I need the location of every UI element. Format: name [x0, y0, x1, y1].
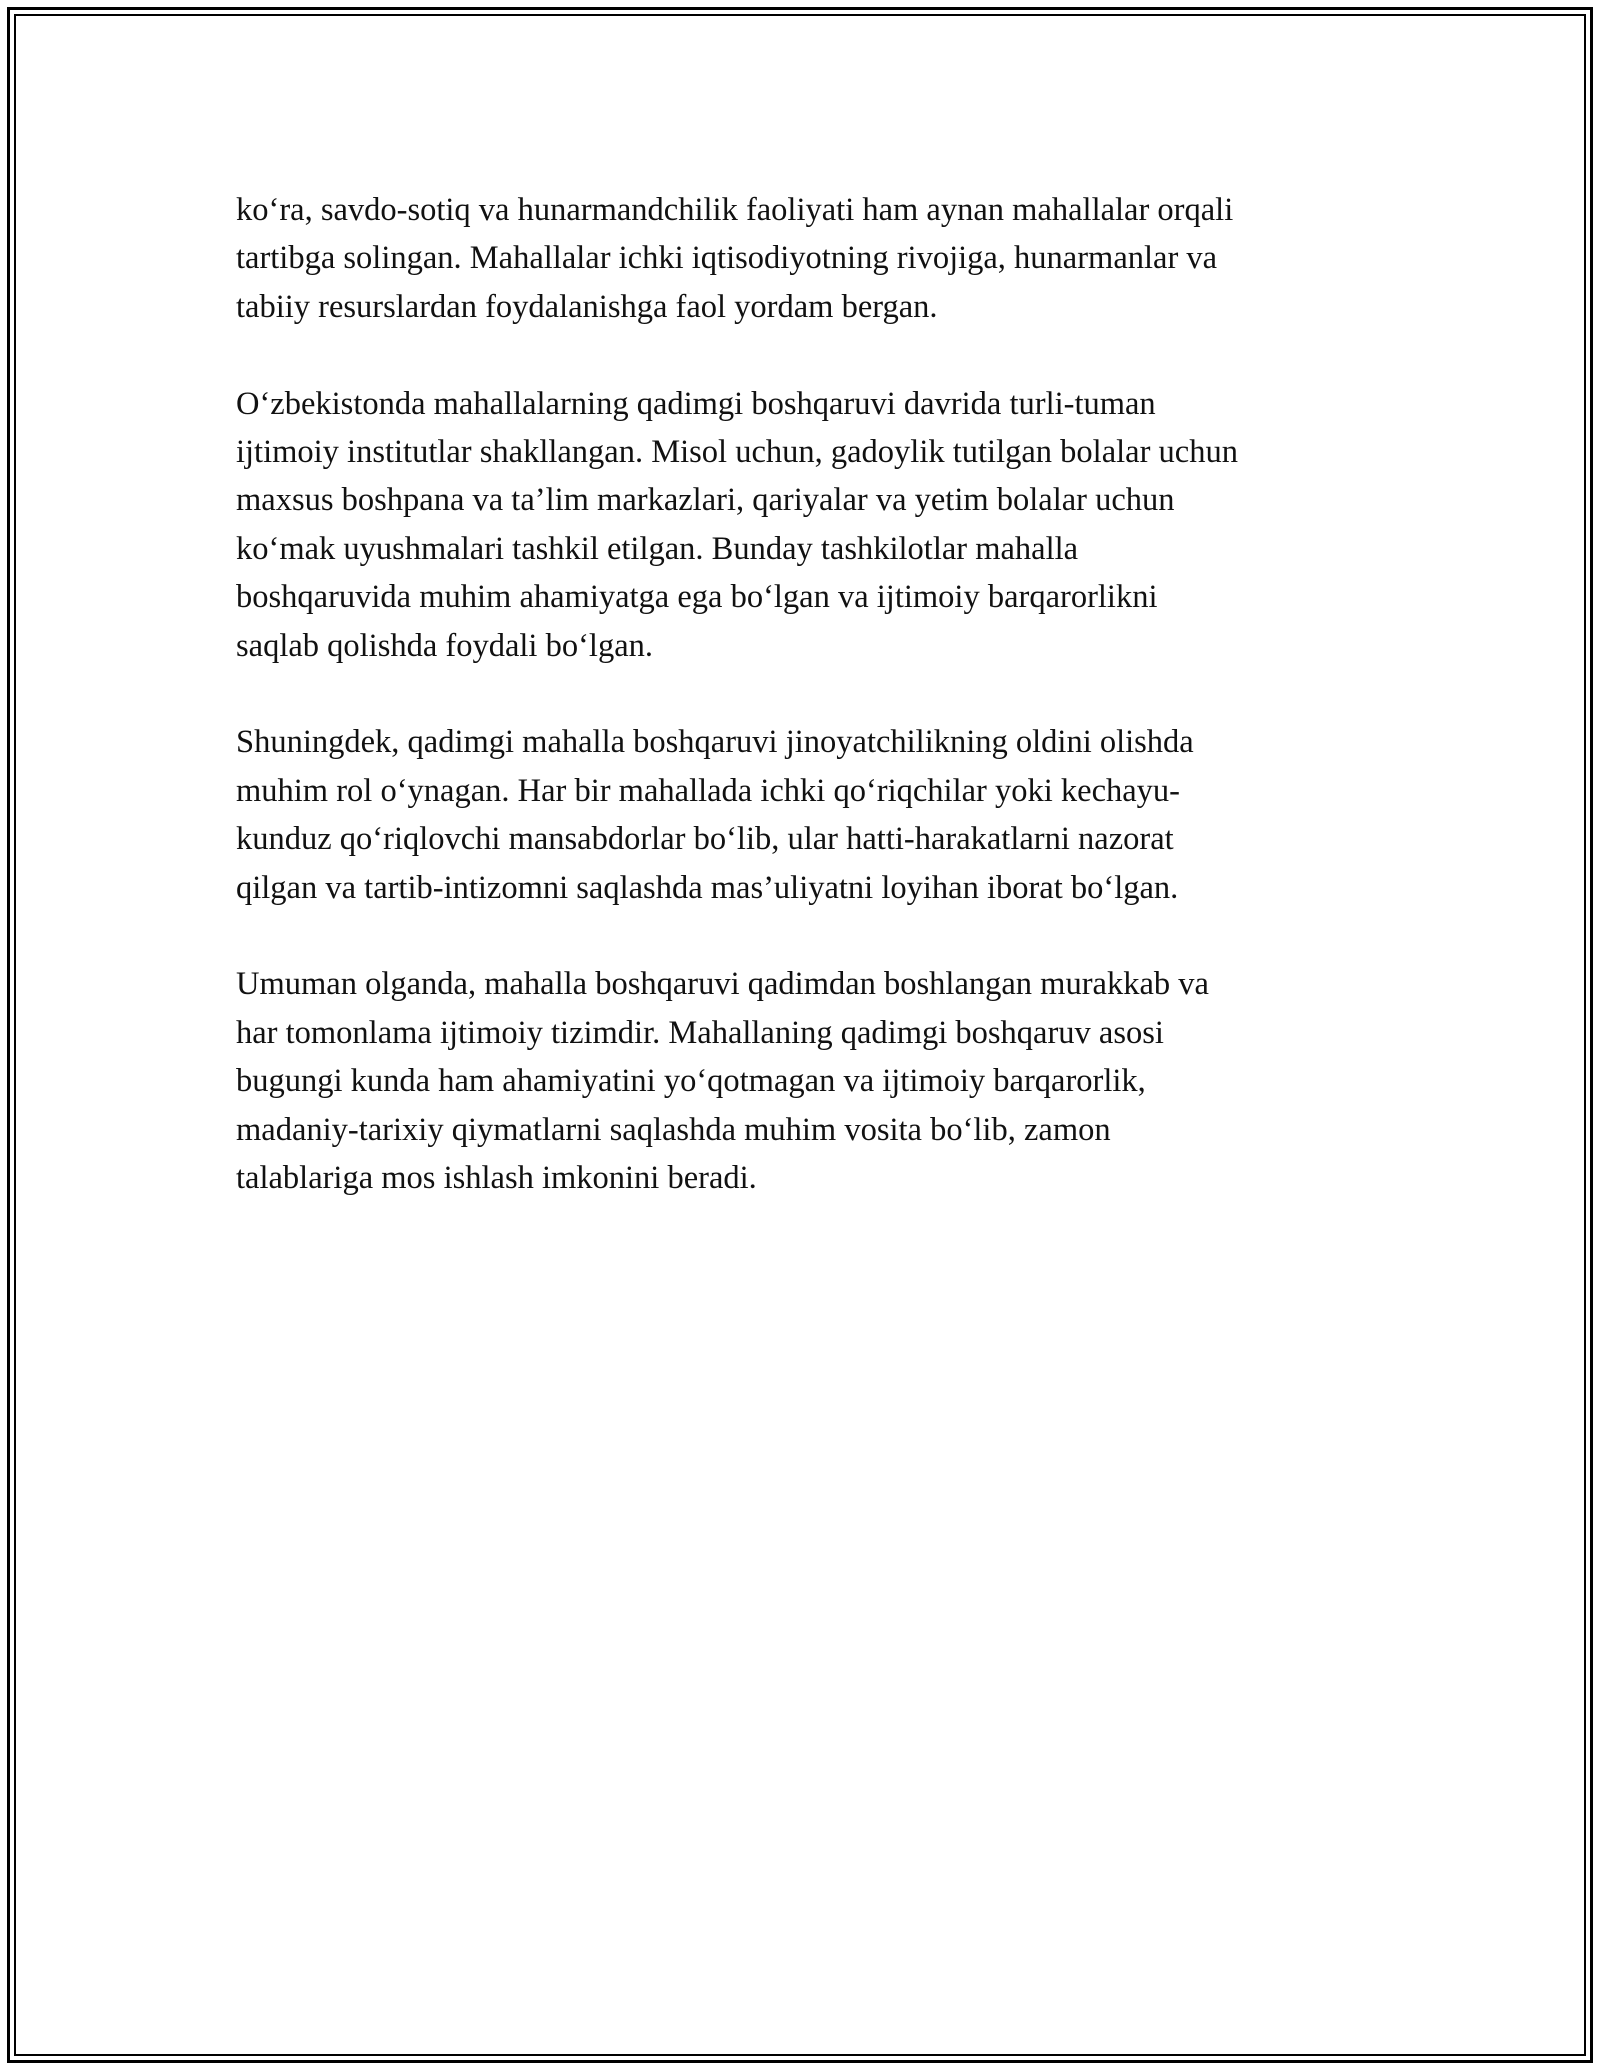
document-body [236, 186, 1396, 1251]
text-line: kunduz qo‘riqlovchi mansabdorlar bo‘lib, ular hatti-harakatlarni nazorat [236, 821, 1174, 858]
text-line: maxsus boshpana va ta’lim markazlari, qariyalar va yetim bolalar uchun [236, 482, 1175, 519]
text-line: har tomonlama ijtimoiy tizimdir. Mahallaning qadimgi boshqaruv asosi [236, 1014, 1164, 1051]
text-line: O‘zbekistonda mahallalarning qadimgi boshqaruvi davrida turli-tuman [236, 385, 1156, 422]
text-line: talablariga mos ishlash imkonini beradi. [236, 1160, 757, 1197]
paragraph-1 [236, 186, 1396, 331]
text-line: muhim rol o‘ynagan. Har bir mahallada ichki qo‘riqchilar yoki kechayu- [236, 772, 1180, 809]
paragraph-4 [236, 960, 1396, 1202]
text-line: bugungi kunda ham ahamiyatini yo‘qotmagan va ijtimoiy barqarorlik, [236, 1063, 1146, 1100]
text-line: ko‘mak uyushmalari tashkil etilgan. Bunday tashkilotlar mahalla [236, 530, 1079, 567]
text-line: ijtimoiy institutlar shakllangan. Misol uchun, gadoylik tutilgan bolalar uchun [236, 434, 1238, 471]
text-line: saqlab qolishda foydali bo‘lgan. [236, 627, 653, 664]
text-line: tartibga solingan. Mahallalar ichki iqtisodiyotning rivojiga, hunarmanlar va [236, 240, 1218, 277]
text-line: qilgan va tartib-intizomni saqlashda mas’uliyatni loyihan iborat bo‘lgan. [236, 869, 1179, 906]
text-line: Umuman olganda, mahalla boshqaruvi qadimdan boshlangan murakkab va [236, 966, 1209, 1003]
paragraph-2 [236, 380, 1396, 670]
paragraph-3 [236, 718, 1396, 912]
text-line: madaniy-tarixiy qiymatlarni saqlashda muhim vosita bo‘lib, zamon [236, 1111, 1111, 1148]
text-line: tabiiy resurslardan foydalanishga faol yordam bergan. [236, 288, 938, 325]
text-line: boshqaruvida muhim ahamiyatga ega bo‘lgan va ijtimoiy barqarorlikni [236, 579, 1158, 616]
text-line: Shuningdek, qadimgi mahalla boshqaruvi jinoyatchilikning oldini olishda [236, 724, 1194, 761]
text-line: ko‘ra, savdo-sotiq va hunarmandchilik faoliyati ham aynan mahallalar orqali [236, 192, 1234, 228]
